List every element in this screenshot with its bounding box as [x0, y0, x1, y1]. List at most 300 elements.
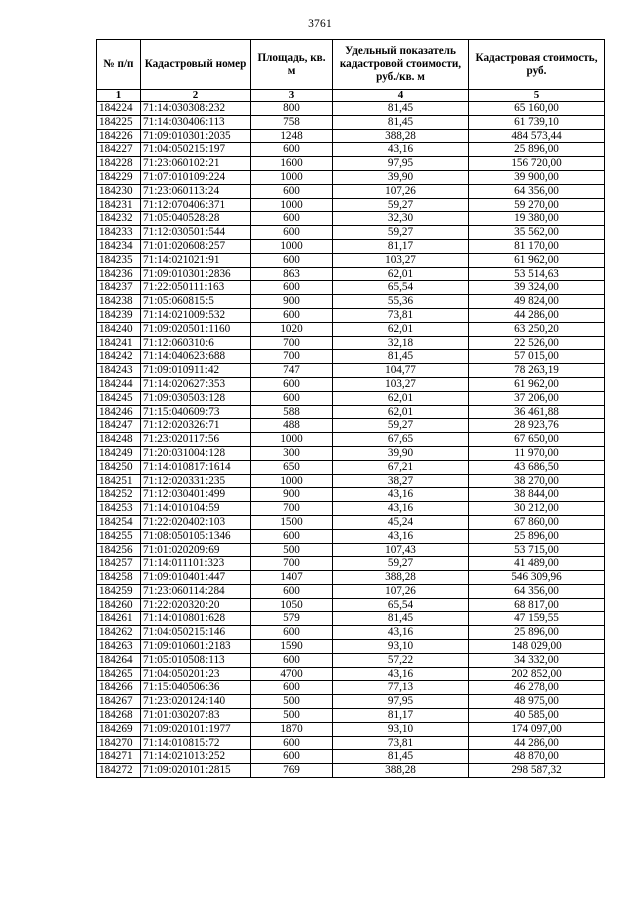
rate-value: 59,27 — [333, 198, 469, 212]
cadastral-number: 71:05:040528:28 — [141, 212, 251, 226]
rate-value: 103,27 — [333, 253, 469, 267]
row-number: 184246 — [97, 405, 141, 419]
table-row — [97, 405, 605, 419]
table-row — [97, 239, 605, 253]
row-number: 184248 — [97, 433, 141, 447]
cost-value: 156 720,00 — [469, 157, 605, 171]
table-row — [97, 446, 605, 460]
table-row — [97, 322, 605, 336]
column-number: 3 — [251, 90, 333, 102]
cadastral-number: 71:12:030401:499 — [141, 488, 251, 502]
row-number: 184225 — [97, 115, 141, 129]
cadastral-number: 71:09:030503:128 — [141, 391, 251, 405]
cost-value: 61 962,00 — [469, 253, 605, 267]
rate-value: 43,16 — [333, 529, 469, 543]
cadastral-number: 71:01:020608:257 — [141, 239, 251, 253]
row-number: 184240 — [97, 322, 141, 336]
table-row — [97, 515, 605, 529]
cost-value: 35 562,00 — [469, 226, 605, 240]
rate-value: 62,01 — [333, 391, 469, 405]
rate-value: 103,27 — [333, 377, 469, 391]
table-row — [97, 198, 605, 212]
table-row — [97, 709, 605, 723]
row-number: 184251 — [97, 474, 141, 488]
area-value: 300 — [251, 446, 333, 460]
cost-value: 48 975,00 — [469, 695, 605, 709]
area-value: 1000 — [251, 198, 333, 212]
cadastral-number: 71:23:060113:24 — [141, 184, 251, 198]
table-row — [97, 433, 605, 447]
row-number: 184252 — [97, 488, 141, 502]
cost-value: 67 650,00 — [469, 433, 605, 447]
column-number: 5 — [469, 90, 605, 102]
table-row — [97, 571, 605, 585]
area-value: 700 — [251, 350, 333, 364]
cost-value: 25 896,00 — [469, 143, 605, 157]
header-cost: Кадастровая стоимость, руб. — [469, 40, 605, 90]
cadastral-number: 71:12:030501:544 — [141, 226, 251, 240]
rate-value: 388,28 — [333, 129, 469, 143]
cost-value: 81 170,00 — [469, 239, 605, 253]
cost-value: 34 332,00 — [469, 653, 605, 667]
cost-value: 47 159,55 — [469, 612, 605, 626]
rate-value: 81,45 — [333, 612, 469, 626]
area-value: 600 — [251, 143, 333, 157]
rate-value: 39,90 — [333, 170, 469, 184]
header-row — [97, 40, 605, 90]
rate-value: 81,45 — [333, 350, 469, 364]
rate-value: 65,54 — [333, 281, 469, 295]
rate-value: 57,22 — [333, 653, 469, 667]
cost-value: 41 489,00 — [469, 557, 605, 571]
cadastral-number: 71:23:060114:284 — [141, 584, 251, 598]
cost-value: 61 962,00 — [469, 377, 605, 391]
cadastral-number: 71:12:020331:235 — [141, 474, 251, 488]
cost-value: 202 852,00 — [469, 667, 605, 681]
cadastral-number: 71:01:030207:83 — [141, 709, 251, 723]
cost-value: 484 573,44 — [469, 129, 605, 143]
cadastral-number: 71:23:060102:21 — [141, 157, 251, 171]
table-row — [97, 626, 605, 640]
table-body — [97, 102, 605, 778]
row-number: 184245 — [97, 391, 141, 405]
area-value: 700 — [251, 502, 333, 516]
area-value: 900 — [251, 295, 333, 309]
row-number: 184261 — [97, 612, 141, 626]
cadastral-number: 71:09:020101:1977 — [141, 722, 251, 736]
area-value: 700 — [251, 557, 333, 571]
area-value: 1248 — [251, 129, 333, 143]
cost-value: 39 900,00 — [469, 170, 605, 184]
table-row — [97, 695, 605, 709]
area-value: 600 — [251, 184, 333, 198]
area-value: 600 — [251, 253, 333, 267]
row-number: 184228 — [97, 157, 141, 171]
cost-value: 59 270,00 — [469, 198, 605, 212]
row-number: 184238 — [97, 295, 141, 309]
table-row — [97, 502, 605, 516]
cost-value: 53 514,63 — [469, 267, 605, 281]
rate-value: 65,54 — [333, 598, 469, 612]
cadastral-number: 71:14:030308:232 — [141, 102, 251, 116]
area-value: 1407 — [251, 571, 333, 585]
rate-value: 45,24 — [333, 515, 469, 529]
rate-value: 388,28 — [333, 571, 469, 585]
rate-value: 62,01 — [333, 405, 469, 419]
cost-value: 38 844,00 — [469, 488, 605, 502]
rate-value: 97,95 — [333, 157, 469, 171]
row-number: 184257 — [97, 557, 141, 571]
cadastral-number: 71:04:050215:197 — [141, 143, 251, 157]
row-number: 184271 — [97, 750, 141, 764]
table-row — [97, 350, 605, 364]
row-number: 184249 — [97, 446, 141, 460]
rate-value: 93,10 — [333, 722, 469, 736]
cadastral-number: 71:14:010815:72 — [141, 736, 251, 750]
area-value: 1500 — [251, 515, 333, 529]
area-value: 579 — [251, 612, 333, 626]
row-number: 184239 — [97, 308, 141, 322]
area-value: 1590 — [251, 640, 333, 654]
cadastral-number: 71:15:040506:36 — [141, 681, 251, 695]
table-row — [97, 184, 605, 198]
row-number: 184231 — [97, 198, 141, 212]
rate-value: 77,13 — [333, 681, 469, 695]
area-value: 600 — [251, 736, 333, 750]
cadastral-number: 71:08:050105:1346 — [141, 529, 251, 543]
cost-value: 11 970,00 — [469, 446, 605, 460]
cadastral-number: 71:14:021021:91 — [141, 253, 251, 267]
rate-value: 67,65 — [333, 433, 469, 447]
row-number: 184268 — [97, 709, 141, 723]
area-value: 4700 — [251, 667, 333, 681]
cost-value: 65 160,00 — [469, 102, 605, 116]
row-number: 184267 — [97, 695, 141, 709]
cost-value: 298 587,32 — [469, 764, 605, 778]
table-row — [97, 308, 605, 322]
table-row — [97, 460, 605, 474]
area-value: 600 — [251, 626, 333, 640]
area-value: 650 — [251, 460, 333, 474]
rate-value: 43,16 — [333, 143, 469, 157]
table-row — [97, 529, 605, 543]
cost-value: 40 585,00 — [469, 709, 605, 723]
area-value: 600 — [251, 529, 333, 543]
table-row — [97, 226, 605, 240]
cost-value: 39 324,00 — [469, 281, 605, 295]
cadastral-number: 71:15:040609:73 — [141, 405, 251, 419]
cost-value: 78 263,19 — [469, 364, 605, 378]
rate-value: 67,21 — [333, 460, 469, 474]
table-row — [97, 157, 605, 171]
rate-value: 107,26 — [333, 184, 469, 198]
table-row — [97, 543, 605, 557]
area-value: 600 — [251, 750, 333, 764]
cost-value: 38 270,00 — [469, 474, 605, 488]
table-row — [97, 377, 605, 391]
area-value: 747 — [251, 364, 333, 378]
rate-value: 81,45 — [333, 750, 469, 764]
cadastral-number: 71:09:010301:2035 — [141, 129, 251, 143]
cost-value: 63 250,20 — [469, 322, 605, 336]
table-row — [97, 170, 605, 184]
table-row — [97, 267, 605, 281]
rate-value: 43,16 — [333, 502, 469, 516]
header-num: № п/п — [97, 40, 141, 90]
cadastral-number: 71:09:020501:1160 — [141, 322, 251, 336]
page-number: 3761 — [308, 18, 332, 30]
area-value: 1000 — [251, 170, 333, 184]
cost-value: 68 817,00 — [469, 598, 605, 612]
cadastral-value-table — [96, 39, 605, 778]
table-row — [97, 391, 605, 405]
cadastral-number: 71:12:060310:6 — [141, 336, 251, 350]
rate-value: 97,95 — [333, 695, 469, 709]
row-number: 184233 — [97, 226, 141, 240]
cadastral-number: 71:05:060815:5 — [141, 295, 251, 309]
table-row — [97, 640, 605, 654]
table-row — [97, 598, 605, 612]
table-header — [97, 40, 605, 102]
table-row — [97, 253, 605, 267]
rate-value: 59,27 — [333, 557, 469, 571]
cost-value: 148 029,00 — [469, 640, 605, 654]
row-number: 184255 — [97, 529, 141, 543]
column-number: 4 — [333, 90, 469, 102]
area-value: 800 — [251, 102, 333, 116]
header-rate: Удельный показатель кадастровой стоимости, руб./кв. м — [333, 40, 469, 90]
rate-value: 32,18 — [333, 336, 469, 350]
cadastral-number: 71:07:010109:224 — [141, 170, 251, 184]
cost-value: 174 097,00 — [469, 722, 605, 736]
row-number: 184236 — [97, 267, 141, 281]
area-value: 600 — [251, 391, 333, 405]
cadastral-number: 71:05:010508:113 — [141, 653, 251, 667]
cadastral-number: 71:14:010104:59 — [141, 502, 251, 516]
area-value: 769 — [251, 764, 333, 778]
table-row — [97, 557, 605, 571]
table-row — [97, 281, 605, 295]
row-number: 184235 — [97, 253, 141, 267]
row-number: 184262 — [97, 626, 141, 640]
header-cadastral-number: Кадастровый номер — [141, 40, 251, 90]
row-number: 184230 — [97, 184, 141, 198]
area-value: 1000 — [251, 239, 333, 253]
area-value: 1020 — [251, 322, 333, 336]
row-number: 184263 — [97, 640, 141, 654]
row-number: 184229 — [97, 170, 141, 184]
row-number: 184250 — [97, 460, 141, 474]
cost-value: 67 860,00 — [469, 515, 605, 529]
row-number: 184232 — [97, 212, 141, 226]
area-value: 758 — [251, 115, 333, 129]
cost-value: 43 686,50 — [469, 460, 605, 474]
row-number: 184234 — [97, 239, 141, 253]
area-value: 488 — [251, 419, 333, 433]
row-number: 184272 — [97, 764, 141, 778]
rate-value: 81,17 — [333, 239, 469, 253]
cost-value: 61 739,10 — [469, 115, 605, 129]
rate-value: 62,01 — [333, 267, 469, 281]
column-number: 1 — [97, 90, 141, 102]
rate-value: 104,77 — [333, 364, 469, 378]
cadastral-number: 71:22:020320:20 — [141, 598, 251, 612]
rate-value: 43,16 — [333, 626, 469, 640]
column-number: 2 — [141, 90, 251, 102]
cost-value: 36 461,88 — [469, 405, 605, 419]
cost-value: 30 212,00 — [469, 502, 605, 516]
area-value: 700 — [251, 336, 333, 350]
row-number: 184270 — [97, 736, 141, 750]
rate-value: 32,30 — [333, 212, 469, 226]
rate-value: 81,17 — [333, 709, 469, 723]
cost-value: 44 286,00 — [469, 736, 605, 750]
table-row — [97, 653, 605, 667]
table-row — [97, 584, 605, 598]
table-row — [97, 474, 605, 488]
rate-value: 39,90 — [333, 446, 469, 460]
rate-value: 59,27 — [333, 419, 469, 433]
cost-value: 37 206,00 — [469, 391, 605, 405]
row-number: 184247 — [97, 419, 141, 433]
row-number: 184264 — [97, 653, 141, 667]
row-number: 184258 — [97, 571, 141, 585]
row-number: 184244 — [97, 377, 141, 391]
table-row — [97, 102, 605, 116]
cost-value: 48 870,00 — [469, 750, 605, 764]
area-value: 588 — [251, 405, 333, 419]
cost-value: 53 715,00 — [469, 543, 605, 557]
row-number: 184253 — [97, 502, 141, 516]
cadastral-number: 71:14:021009:532 — [141, 308, 251, 322]
cadastral-number: 71:22:020402:103 — [141, 515, 251, 529]
rate-value: 59,27 — [333, 226, 469, 240]
rate-value: 81,45 — [333, 115, 469, 129]
cost-value: 49 824,00 — [469, 295, 605, 309]
table-row — [97, 612, 605, 626]
area-value: 600 — [251, 308, 333, 322]
cadastral-number: 71:12:070406:371 — [141, 198, 251, 212]
table-row — [97, 750, 605, 764]
cadastral-number: 71:23:020117:56 — [141, 433, 251, 447]
cadastral-number: 71:20:031004:128 — [141, 446, 251, 460]
cadastral-number: 71:14:021013:252 — [141, 750, 251, 764]
cost-value: 64 356,00 — [469, 184, 605, 198]
row-number: 184224 — [97, 102, 141, 116]
area-value: 900 — [251, 488, 333, 502]
row-number: 184254 — [97, 515, 141, 529]
area-value: 600 — [251, 226, 333, 240]
cadastral-number: 71:14:010801:628 — [141, 612, 251, 626]
table-row — [97, 722, 605, 736]
table-row — [97, 336, 605, 350]
row-number: 184269 — [97, 722, 141, 736]
area-value: 863 — [251, 267, 333, 281]
area-value: 1600 — [251, 157, 333, 171]
cadastral-number: 71:01:020209:69 — [141, 543, 251, 557]
cadastral-number: 71:09:010301:2836 — [141, 267, 251, 281]
area-value: 600 — [251, 584, 333, 598]
rate-value: 55,36 — [333, 295, 469, 309]
column-number-row — [97, 90, 605, 102]
area-value: 500 — [251, 709, 333, 723]
rate-value: 43,16 — [333, 488, 469, 502]
table-row — [97, 764, 605, 778]
table-row — [97, 488, 605, 502]
row-number: 184226 — [97, 129, 141, 143]
cost-value: 25 896,00 — [469, 529, 605, 543]
cost-value: 25 896,00 — [469, 626, 605, 640]
rate-value: 73,81 — [333, 308, 469, 322]
area-value: 600 — [251, 653, 333, 667]
cadastral-number: 71:04:050201:23 — [141, 667, 251, 681]
cadastral-number: 71:09:010601:2183 — [141, 640, 251, 654]
area-value: 600 — [251, 377, 333, 391]
row-number: 184256 — [97, 543, 141, 557]
row-number: 184242 — [97, 350, 141, 364]
row-number: 184237 — [97, 281, 141, 295]
area-value: 600 — [251, 681, 333, 695]
table-row — [97, 129, 605, 143]
area-value: 500 — [251, 543, 333, 557]
area-value: 1000 — [251, 474, 333, 488]
cost-value: 57 015,00 — [469, 350, 605, 364]
table-row — [97, 667, 605, 681]
cost-value: 64 356,00 — [469, 584, 605, 598]
rate-value: 107,26 — [333, 584, 469, 598]
area-value: 1870 — [251, 722, 333, 736]
cost-value: 19 380,00 — [469, 212, 605, 226]
row-number: 184241 — [97, 336, 141, 350]
table-row — [97, 736, 605, 750]
row-number: 184265 — [97, 667, 141, 681]
table-row — [97, 143, 605, 157]
cadastral-number: 71:14:040623:688 — [141, 350, 251, 364]
area-value: 600 — [251, 212, 333, 226]
cost-value: 28 923,76 — [469, 419, 605, 433]
table-row — [97, 212, 605, 226]
cadastral-number: 71:12:020326:71 — [141, 419, 251, 433]
cadastral-number: 71:14:030406:113 — [141, 115, 251, 129]
cadastral-number: 71:04:050215:146 — [141, 626, 251, 640]
table-row — [97, 295, 605, 309]
row-number: 184227 — [97, 143, 141, 157]
rate-value: 43,16 — [333, 667, 469, 681]
row-number: 184260 — [97, 598, 141, 612]
cadastral-number: 71:14:020627:353 — [141, 377, 251, 391]
rate-value: 38,27 — [333, 474, 469, 488]
row-number: 184243 — [97, 364, 141, 378]
header-area: Площадь, кв. м — [251, 40, 333, 90]
rate-value: 62,01 — [333, 322, 469, 336]
rate-value: 93,10 — [333, 640, 469, 654]
rate-value: 81,45 — [333, 102, 469, 116]
cost-value: 44 286,00 — [469, 308, 605, 322]
rate-value: 107,43 — [333, 543, 469, 557]
table-row — [97, 681, 605, 695]
row-number: 184266 — [97, 681, 141, 695]
cadastral-number: 71:14:010817:1614 — [141, 460, 251, 474]
rate-value: 388,28 — [333, 764, 469, 778]
cadastral-number: 71:22:050111:163 — [141, 281, 251, 295]
cadastral-number: 71:09:010911:42 — [141, 364, 251, 378]
table-row — [97, 364, 605, 378]
area-value: 600 — [251, 281, 333, 295]
cadastral-number: 71:23:020124:140 — [141, 695, 251, 709]
cadastral-number: 71:09:020101:2815 — [141, 764, 251, 778]
row-number: 184259 — [97, 584, 141, 598]
area-value: 1000 — [251, 433, 333, 447]
